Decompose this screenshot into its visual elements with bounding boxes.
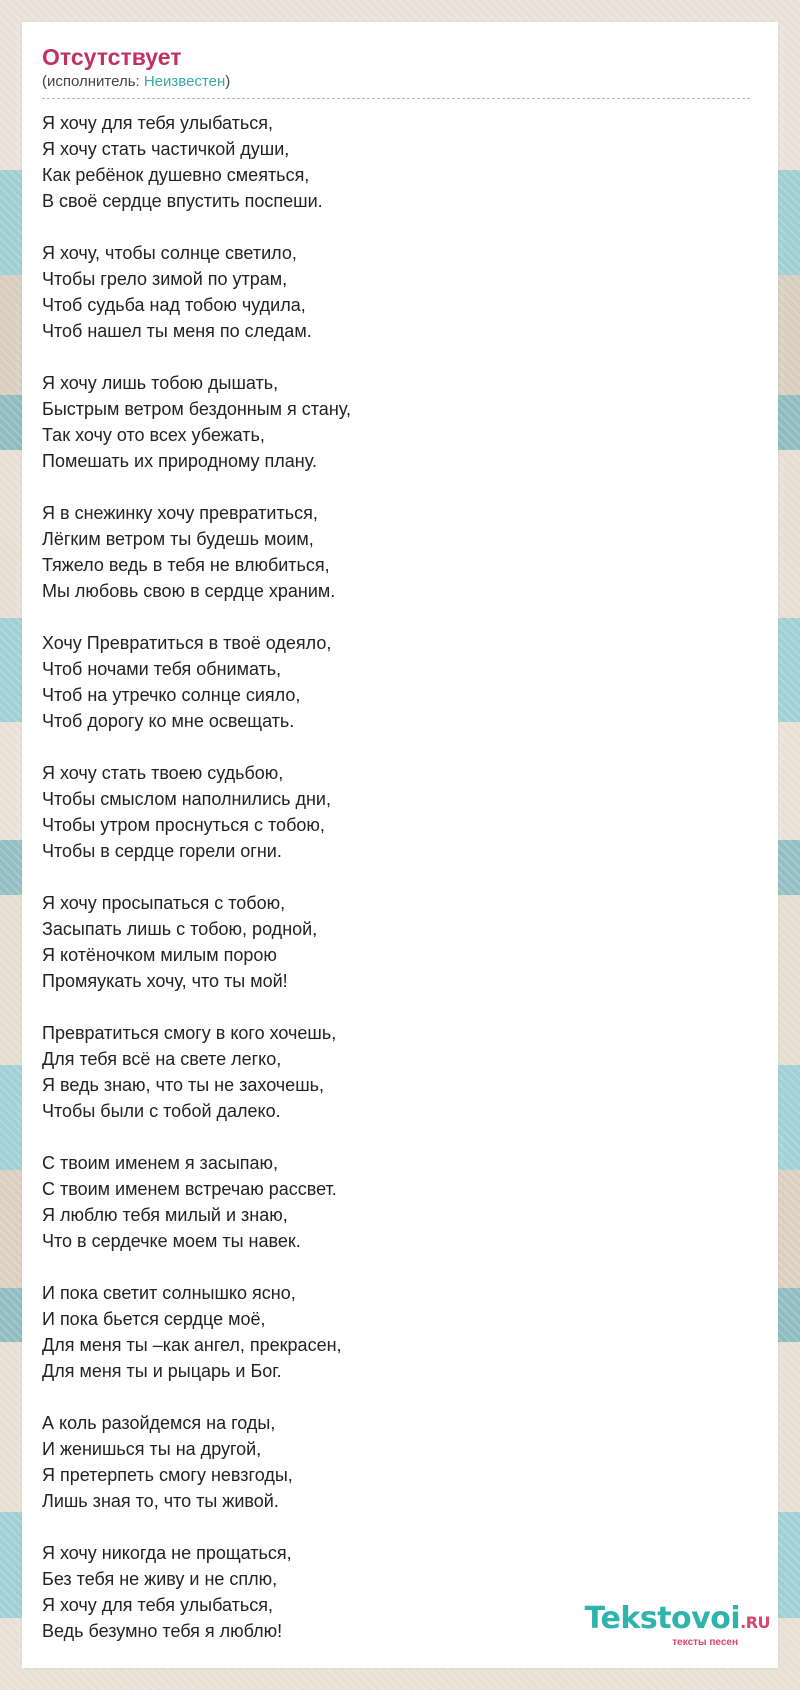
lyric-stanza: [42, 240, 758, 344]
artist-suffix: ): [225, 73, 231, 90]
logo-wordmark: [585, 1603, 770, 1639]
lyric-stanza: [42, 1280, 758, 1384]
lyric-line: Я претерпеть смогу невзгоды,: [42, 1465, 293, 1485]
lyric-line: Для тебя всё на свете легко,: [42, 1049, 282, 1069]
lyric-line: Чтобы грело зимой по утрам,: [42, 269, 288, 289]
lyric-line: Я в снежинку хочу превратиться,: [42, 503, 318, 523]
lyric-line: Я котёночком милым порою: [42, 945, 277, 965]
artist-prefix: (исполнитель:: [42, 73, 144, 90]
lyric-line: Так хочу ото всех убежать,: [42, 425, 265, 445]
lyric-line: Хочу Превратиться в твоё одеяло,: [42, 633, 332, 653]
song-title: Отсутствует: [42, 44, 182, 70]
lyric-stanza: [42, 370, 758, 474]
lyric-line: Чтобы были с тобой далеко.: [42, 1101, 281, 1121]
lyric-line: Чтоб дорогу ко мне освещать.: [42, 711, 295, 731]
lyric-line: Чтоб судьба над тобою чудила,: [42, 295, 306, 315]
logo-tagline: тексты песен: [672, 1637, 738, 1648]
lyric-line: С твоим именем я засыпаю,: [42, 1153, 279, 1173]
lyric-stanza: [42, 1410, 758, 1514]
lyrics-card: [22, 22, 778, 1668]
lyric-line: Я хочу никогда не прощаться,: [42, 1543, 292, 1563]
lyric-line: Чтобы смыслом наполнились дни,: [42, 789, 331, 809]
lyric-line: Засыпать лишь с тобою, родной,: [42, 919, 318, 939]
lyric-line: Я хочу для тебя улыбаться,: [42, 1595, 273, 1615]
lyric-line: Без тебя не живу и не сплю,: [42, 1569, 278, 1589]
lyric-line: Помешать их природному плану.: [42, 451, 317, 471]
lyric-line: Чтоб ночами тебя обнимать,: [42, 659, 282, 679]
lyric-stanza: [42, 890, 758, 994]
lyrics-body: [42, 110, 758, 1644]
lyric-stanza: [42, 110, 758, 214]
lyric-line: И женишься ты на другой,: [42, 1439, 262, 1459]
lyric-line: Превратиться смогу в кого хочешь,: [42, 1023, 337, 1043]
lyric-line: Чтобы утром проснуться с тобою,: [42, 815, 325, 835]
lyric-line: Чтобы в сердце горели огни.: [42, 841, 282, 861]
lyric-line: Я хочу стать частичкой души,: [42, 139, 290, 159]
lyric-line: С твоим именем встречаю рассвет.: [42, 1179, 337, 1199]
lyric-line: Ведь безумно тебя я люблю!: [42, 1621, 283, 1641]
artist-line: [42, 72, 750, 99]
logo-tld: .RU: [740, 1613, 770, 1632]
lyric-line: Чтоб нашел ты меня по следам.: [42, 321, 312, 341]
lyric-stanza: [42, 630, 758, 734]
lyric-line: И пока бьется сердце моё,: [42, 1309, 266, 1329]
lyric-line: Тяжело ведь в тебя не влюбиться,: [42, 555, 330, 575]
lyric-line: Лёгким ветром ты будешь моим,: [42, 529, 314, 549]
lyric-line: Я хочу для тебя улыбаться,: [42, 113, 273, 133]
lyric-stanza: [42, 760, 758, 864]
logo-name: Tekstovoi: [584, 1601, 741, 1636]
lyric-line: Для меня ты и рыцарь и Бог.: [42, 1361, 282, 1381]
lyric-line: Я люблю тебя милый и знаю,: [42, 1205, 288, 1225]
lyric-line: Мы любовь свою в сердце храним.: [42, 581, 336, 601]
lyric-line: Я ведь знаю, что ты не захочешь,: [42, 1075, 325, 1095]
lyric-line: Что в сердечке моем ты навек.: [42, 1231, 301, 1251]
lyric-line: Промяукать хочу, что ты мой!: [42, 971, 288, 991]
lyric-line: Как ребёнок душевно смеяться,: [42, 165, 310, 185]
lyric-line: Я хочу стать твоею судьбою,: [42, 763, 284, 783]
lyric-stanza: [42, 1150, 758, 1254]
site-logo[interactable]: [585, 1603, 770, 1648]
lyric-line: Быстрым ветром бездонным я стану,: [42, 399, 351, 419]
lyric-line: Я хочу просыпаться с тобою,: [42, 893, 286, 913]
lyric-stanza: [42, 500, 758, 604]
lyric-line: А коль разойдемся на годы,: [42, 1413, 276, 1433]
lyric-line: Чтоб на утречко солнце сияло,: [42, 685, 301, 705]
lyric-line: В своё сердце впустить поспеши.: [42, 191, 323, 211]
lyric-stanza: [42, 1020, 758, 1124]
lyric-line: Я хочу, чтобы солнце светило,: [42, 243, 297, 263]
lyric-line: Я хочу лишь тобою дышать,: [42, 373, 279, 393]
lyric-line: Для меня ты –как ангел, прекрасен,: [42, 1335, 342, 1355]
lyric-line: Лишь зная то, что ты живой.: [42, 1491, 279, 1511]
lyric-line: И пока светит солнышко ясно,: [42, 1283, 296, 1303]
artist-link[interactable]: Неизвестен: [143, 73, 226, 90]
